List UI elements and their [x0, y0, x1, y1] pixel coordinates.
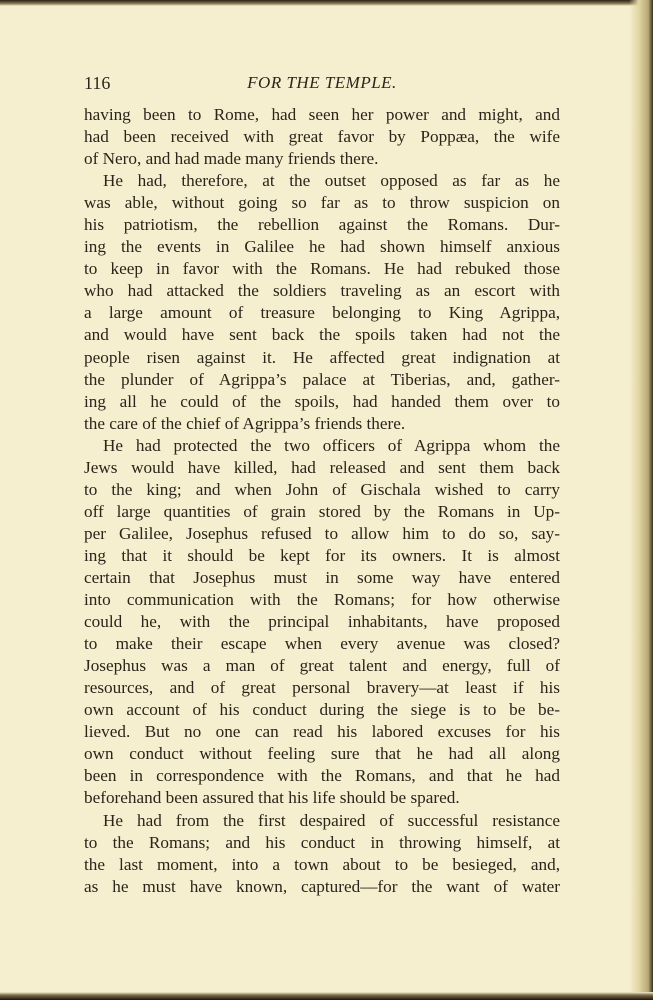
text-line: had been received with great favor by Poppæa, the wife — [84, 127, 560, 147]
text-line: certain that Josephus must in some way have entered — [84, 567, 560, 587]
text-line: He had, therefore, at the outset opposed as far as he — [103, 171, 560, 191]
text-line: lieved. But no one can read his labored excuses for his — [84, 722, 560, 742]
text-line: a large amount of treasure belonging to King Agrippa, — [84, 303, 560, 323]
text-line: resources, and of great personal bravery—at least if his — [84, 678, 560, 698]
text-line: his patriotism, the rebellion against the Romans. Dur- — [84, 215, 560, 235]
text-line: people risen against it. He affected great indignation at — [84, 347, 560, 367]
text-line: who had attacked the soldiers traveling as an escort with — [84, 281, 560, 301]
text-line: ing that it should be kept for its owners. It is almost — [84, 545, 560, 565]
text-line: to make their escape when every avenue was closed? — [84, 634, 560, 654]
text-line: of Nero, and had made many friends there. — [84, 149, 379, 169]
text-line: been in correspondence with the Romans, and that he had — [84, 766, 560, 786]
text-line: off large quantities of grain stored by the Romans in Up- — [84, 501, 560, 521]
text-line: the last moment, into a town about to be besieged, and, — [84, 854, 560, 874]
text-line: to keep in favor with the Romans. He had rebuked those — [84, 259, 560, 279]
text-line: beforehand been assured that his life should be spared. — [84, 788, 460, 808]
text-line: to the Romans; and his conduct in throwing himself, at — [84, 832, 560, 852]
text-line: the care of the chief of Agrippa’s friends there. — [84, 413, 406, 433]
page-top-edge — [0, 0, 653, 6]
text-line: was able, without going so far as to throw suspicion on — [84, 193, 560, 213]
text-line: could he, with the principal inhabitants, have proposed — [84, 612, 560, 632]
text-line: to the king; and when John of Gischala wished to carry — [84, 479, 560, 499]
text-line: own account of his conduct during the siege is to be be- — [84, 700, 560, 720]
text-line: Josephus was a man of great talent and energy, full of — [84, 656, 560, 676]
text-line: He had from the first despaired of successful resistance — [103, 810, 560, 830]
running-title: FOR THE TEMPLE. — [247, 73, 397, 92]
body-text — [84, 104, 560, 898]
text-line: having been to Rome, had seen her power and might, and — [84, 105, 560, 124]
text-line: as he must have known, captured—for the want of water — [84, 876, 560, 896]
text-line: per Galilee, Josephus refused to allow him to do so, say- — [84, 523, 560, 543]
text-line: into communication with the Romans; for how otherwise — [84, 590, 560, 610]
text-line: He had protected the two officers of Agrippa whom the — [103, 435, 560, 455]
text-line: ing all he could of the spoils, had handed them over to — [84, 391, 560, 411]
text-line: ing the events in Galilee he had shown himself anxious — [84, 237, 560, 257]
text-line: the plunder of Agrippa’s palace at Tiberias, and, gather- — [84, 369, 560, 389]
text-line: Jews would have killed, had released and sent them back — [84, 457, 560, 477]
text-line: and would have sent back the spoils taken had not the — [84, 325, 560, 345]
page-right-edge — [629, 0, 653, 1000]
text-line: own conduct without feeling sure that he had all along — [84, 744, 560, 764]
page-bottom-edge — [0, 992, 653, 1000]
page-number: 116 — [84, 73, 111, 93]
running-header — [84, 73, 560, 99]
